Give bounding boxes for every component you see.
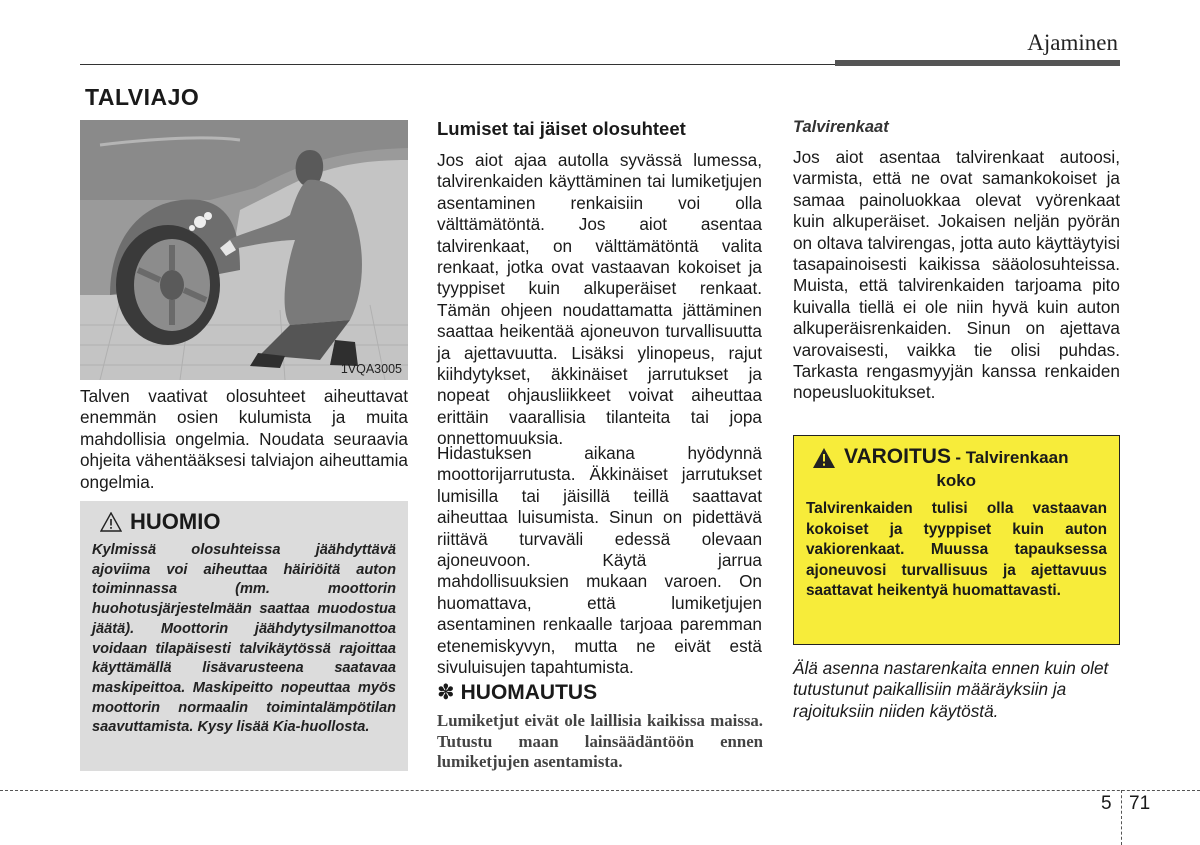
note-header [437,680,597,705]
snowy-conditions-heading: Lumiset tai jäiset olosuhteet [437,118,686,139]
warning-text: Talvirenkaiden tulisi olla vastaavan kokoiset ja tyyppiset kuin auton vakiorenkaat. Muussa tapauksessa ajoneuvosi turvallisuus ja ajettavuus saattavat heikentyä huomattavasti. [806,500,1107,600]
snowy-conditions-paragraph-1: Jos aiot ajaa autolla syvässä lumessa, talvirenkaiden käyttäminen tai lumiketjujen asentaminen renkaisiin voi olla välttämätöntä. Jos aiot asentaa talvirenkaat, on välttämätöntä valita renkaat, jotka ovat vastaavan kokoiset ja tyyppiset kuin alkuperäiset renkaat. Tämän ohjeen noudattamatta jättäminen saattaa heikentää ajoneuvon turvallisuutta ja ajettavuutta. Lisäksi ylinopeus, rajut kiihdytykset, äkkinäiset jarrutukset ja nopeat ohjausliikkeet voivat aiheuttaa erittäin vaarallisia tilanteita tai jopa onnettomuuksia. [437,150,762,449]
intro-paragraph: Talven vaativat olosuhteet aiheuttavat enemmän osien kulumista ja muita mahdollisia ongelmia. Noudata seuraavia ohjeita vähentääksesi talviajon aiheuttamia ongelmia. [80,386,408,492]
warning-triangle-icon [812,447,836,469]
warning-box [793,435,1120,645]
figure-code: 1VQA3005 [340,362,402,376]
note-text: Lumiketjut eivät ole laillisia kaikissa maissa. Tutustu maan lainsäädäntöön ennen lumiketjujen asentamista. [437,711,763,771]
winter-tires-paragraph: Jos aiot asentaa talvirenkaat autoosi, varmista, että ne ovat samankokoiset ja samaa painoluokkaa olevat vyörenkaat kuin alkuperäiset. Jokaisen neljän pyörän on oltava talvirengas, jotta auto käyttäytyisi tasapainoisesti kaikissa sääolosuhteissa. Muista, että talvirenkaiden tarjoama pito kuivalla tiellä ei ole niin hyvä kuin auton alkuperäisrenkaiden. Sinun on ajettava varovaisesti, vaikka tie olisi puhdas. Tarkasta rengasmyyjän kanssa renkaiden nopeusluokitukset. [793,147,1120,403]
chapter-title: Ajaminen [1027,30,1118,55]
caution-triangle-icon [100,512,122,532]
studded-tires-paragraph: Älä asenna nastarenkaita ennen kuin olet tutustunut paikallisiin määräyksiin ja rajoituksiin niiden käytöstä. [793,658,1109,721]
header-bar [835,60,1120,66]
warning-subtitle: - Talvirenkaan [955,448,1069,467]
section-title: TALVIAJO [85,84,200,110]
note-title: HUOMAUTUS [460,680,598,704]
caution-header [100,509,396,535]
footer-rule [0,790,1200,791]
caution-text: Kylmissä olosuhteissa jäähdyttävä ajoviima voi aiheuttaa häiriöitä auton toiminnassa (mm. moottorin huohotusjärjestelmään saattaa muodostua jäätä). Moottorin jäähdytysilmanottoa voidaan tilapäisesti talvikäytössä rajoittaa käyttämällä lisävarusteena saatavaa maskipeittoa. Maskipeitto nopeuttaa myös moottorin normaalin toimintalämpötilan saavuttamista. Kysy lisää Kia-huollosta. [92,542,396,736]
caution-title: HUOMIO [130,509,221,534]
footer-divider [1121,790,1122,845]
warning-title: VAROITUS [844,445,951,468]
snowy-conditions-paragraph-2: Hidastuksen aikana hyödynnä moottorijarrutusta. Äkkinäiset jarrutukset lumisilla tai jäisillä teillä saattavat aiheuttaa luisumista. Sinun on pidettävä riittävä turvaväli edessä olevaan ajoneuvoon. Käytä jarrua mahdollisuuksien mukaan varoen. On huomattava, että lumiketjujen asentaminen renkaalle tarjoaa paremman etenemiskyvyn, mutta ne eivät estä sivuluisujen tapahtumista. [437,443,762,678]
winter-tires-subheading: Talvirenkaat [793,118,889,136]
caution-box [80,501,408,771]
page-number: 71 [1129,793,1151,814]
warning-subtitle-cont: koko [936,471,977,490]
asterisk-icon: ✽ [437,681,455,704]
woman-checking-tire-image [80,120,408,380]
winter-illustration [80,120,408,380]
section-number: 5 [1101,793,1112,814]
warning-header [806,446,1107,491]
header-rule [80,64,835,65]
